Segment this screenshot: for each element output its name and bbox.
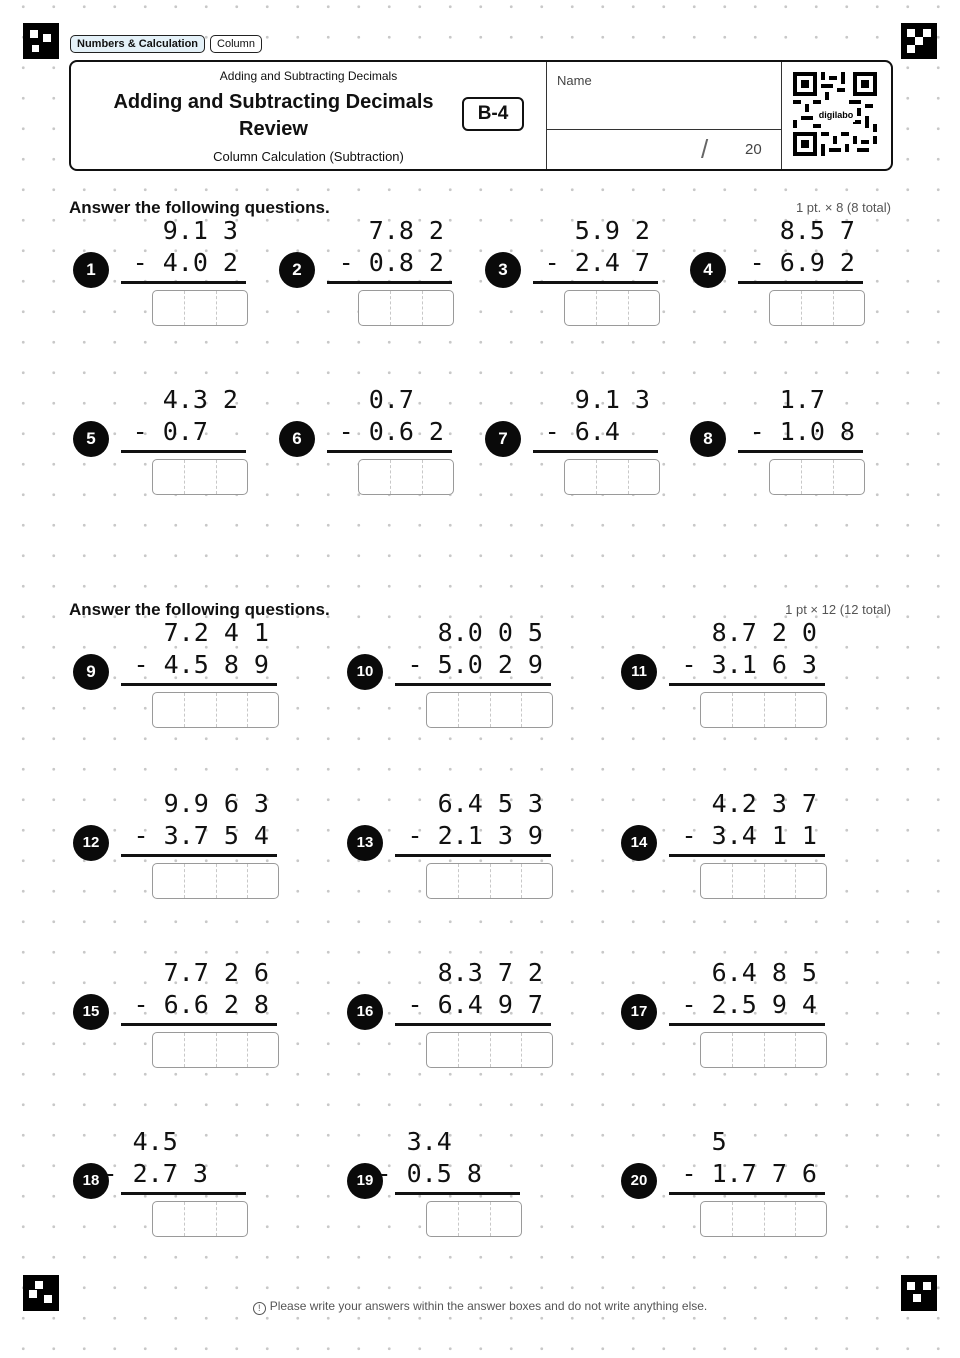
- minuend: 7.7 2 6: [163, 958, 269, 987]
- answer-cell-divider: [732, 1033, 733, 1067]
- answer-box[interactable]: [426, 1201, 522, 1237]
- answer-cell-divider: [184, 864, 185, 898]
- answer-rule: [395, 1023, 551, 1026]
- answer-rule: [669, 683, 825, 686]
- answer-box[interactable]: [700, 1032, 827, 1068]
- answer-box[interactable]: [769, 459, 865, 495]
- answer-rule: [669, 1023, 825, 1026]
- section-2-points: 1 pt × 12 (12 total): [785, 602, 891, 617]
- worksheet-code: B-4: [462, 97, 524, 131]
- problem-number: 19: [347, 1163, 383, 1199]
- minuend: 0.7: [368, 385, 444, 414]
- subtrahend: - 3.1 6 3: [681, 650, 817, 679]
- answer-cell-divider: [521, 1033, 522, 1067]
- answer-rule: [669, 1192, 825, 1195]
- minuend: 7.8 2: [368, 216, 444, 245]
- minuend: 6.4 8 5: [711, 958, 817, 987]
- minuend: 1.7: [779, 385, 855, 414]
- header-subtitle: Column Calculation (Subtraction): [213, 149, 404, 164]
- minuend: 8.0 0 5: [437, 618, 543, 647]
- answer-rule: [121, 854, 277, 857]
- minuend: 8.5 7: [779, 216, 855, 245]
- minuend: 9.1 3: [162, 216, 238, 245]
- answer-cell-divider: [458, 693, 459, 727]
- answer-rule: [121, 1192, 246, 1195]
- page-title: Adding and Subtracting Decimals Review: [113, 91, 434, 140]
- answer-box[interactable]: [426, 1032, 553, 1068]
- minuend: 8.7 2 0: [711, 618, 817, 647]
- answer-cell-divider: [795, 864, 796, 898]
- answer-cell-divider: [216, 1202, 217, 1236]
- answer-box[interactable]: [700, 692, 827, 728]
- answer-cell-divider: [184, 1202, 185, 1236]
- answer-cell-divider: [521, 693, 522, 727]
- answer-box[interactable]: [152, 863, 279, 899]
- answer-rule: [121, 1023, 277, 1026]
- subtrahend: - 3.4 1 1: [681, 821, 817, 850]
- answer-box[interactable]: [152, 459, 248, 495]
- subtrahend: - 3.7 5 4: [133, 821, 269, 850]
- answer-cell-divider: [795, 1202, 796, 1236]
- subtrahend: - 2.4 7: [544, 248, 650, 277]
- answer-box[interactable]: [152, 692, 279, 728]
- answer-cell-divider: [795, 1033, 796, 1067]
- subtrahend: - 5.0 2 9: [407, 650, 543, 679]
- name-field[interactable]: [547, 62, 782, 130]
- worksheet-header: [69, 60, 893, 171]
- subtrahend: - 6.4 9 7: [407, 990, 543, 1019]
- answer-cell-divider: [764, 1033, 765, 1067]
- answer-cell-divider: [390, 291, 391, 325]
- footer-note: [0, 1299, 960, 1315]
- answer-cell-divider: [764, 864, 765, 898]
- minuend: 5.9 2: [574, 216, 650, 245]
- answer-box[interactable]: [769, 290, 865, 326]
- answer-box[interactable]: [564, 459, 660, 495]
- answer-cell-divider: [216, 864, 217, 898]
- subtrahend: - 0.6 2: [338, 417, 444, 446]
- subtrahend: - 2.5 9 4: [681, 990, 817, 1019]
- answer-cell-divider: [795, 693, 796, 727]
- minuend: 7.2 4 1: [163, 618, 269, 647]
- answer-cell-divider: [490, 864, 491, 898]
- answer-cell-divider: [490, 693, 491, 727]
- minuend: 9.1 3: [574, 385, 650, 414]
- problem-number: 5: [73, 421, 109, 457]
- section-1-points: 1 pt. × 8 (8 total): [795, 200, 891, 215]
- section-2-title: Answer the following questions.: [69, 600, 330, 619]
- answer-box[interactable]: [152, 290, 248, 326]
- minuend: 6.4 5 3: [437, 789, 543, 818]
- subtrahend: - 4.0 2: [132, 248, 238, 277]
- answer-cell-divider: [521, 864, 522, 898]
- answer-rule: [738, 450, 863, 453]
- minuend: 4.2 3 7: [711, 789, 817, 818]
- answer-box[interactable]: [152, 1201, 248, 1237]
- section-1-title: Answer the following questions.: [69, 198, 330, 217]
- answer-cell-divider: [247, 864, 248, 898]
- problem-number: 4: [690, 252, 726, 288]
- subtrahend: - 2.7 3: [102, 1159, 238, 1188]
- answer-rule: [395, 854, 551, 857]
- answer-rule: [395, 1192, 520, 1195]
- answer-cell-divider: [833, 291, 834, 325]
- answer-box[interactable]: [564, 290, 660, 326]
- tag-list: [70, 35, 262, 53]
- problem-number: 14: [621, 825, 657, 861]
- answer-cell-divider: [422, 291, 423, 325]
- answer-rule: [533, 281, 658, 284]
- qr-label: digilabo: [818, 110, 854, 120]
- problem-number: 1: [73, 252, 109, 288]
- answer-cell-divider: [764, 1202, 765, 1236]
- corner-marker-top-left: [23, 23, 59, 59]
- answer-box[interactable]: [426, 863, 553, 899]
- answer-box[interactable]: [700, 1201, 827, 1237]
- answer-cell-divider: [596, 460, 597, 494]
- subtrahend: - 0.5 8: [376, 1159, 512, 1188]
- answer-cell-divider: [184, 460, 185, 494]
- answer-rule: [121, 450, 246, 453]
- answer-cell-divider: [596, 291, 597, 325]
- answer-cell-divider: [732, 1202, 733, 1236]
- problem-number: 11: [621, 654, 657, 690]
- subtrahend: - 6.4: [544, 417, 650, 446]
- answer-rule: [327, 450, 452, 453]
- answer-rule: [738, 281, 863, 284]
- answer-rule: [533, 450, 658, 453]
- answer-cell-divider: [490, 1202, 491, 1236]
- problem-number: 16: [347, 994, 383, 1030]
- score-total: 20: [745, 141, 762, 158]
- problem-number: 15: [73, 994, 109, 1030]
- answer-rule: [395, 683, 551, 686]
- tag-category: Numbers & Calculation: [70, 35, 205, 53]
- minuend: 8.3 7 2: [437, 958, 543, 987]
- header-super-title: Adding and Subtracting Decimals: [219, 69, 398, 83]
- corner-marker-top-right: [901, 23, 937, 59]
- subtrahend: - 6.6 2 8: [133, 990, 269, 1019]
- problem-number: 2: [279, 252, 315, 288]
- subtrahend: - 2.1 3 9: [407, 821, 543, 850]
- answer-cell-divider: [628, 460, 629, 494]
- problem-number: 12: [73, 825, 109, 861]
- answer-cell-divider: [247, 1033, 248, 1067]
- problem-number: 6: [279, 421, 315, 457]
- answer-cell-divider: [490, 1033, 491, 1067]
- answer-rule: [327, 281, 452, 284]
- header-title-area: [71, 62, 547, 169]
- answer-cell-divider: [732, 693, 733, 727]
- tag-method: Column: [210, 35, 262, 53]
- name-label: Name: [557, 73, 592, 88]
- problem-number: 13: [347, 825, 383, 861]
- subtrahend: - 0.8 2: [338, 248, 444, 277]
- footer-text: Please write your answers within the answer boxes and do not write anything else.: [269, 1299, 708, 1313]
- subtrahend: - 0.7: [132, 417, 238, 446]
- minuend: 4.3 2: [162, 385, 238, 414]
- minuend: 5: [711, 1127, 817, 1156]
- answer-cell-divider: [216, 693, 217, 727]
- answer-box[interactable]: [358, 290, 454, 326]
- answer-cell-divider: [216, 1033, 217, 1067]
- answer-box[interactable]: [358, 459, 454, 495]
- answer-cell-divider: [390, 460, 391, 494]
- subtrahend: - 1.0 8: [749, 417, 855, 446]
- answer-cell-divider: [216, 291, 217, 325]
- answer-cell-divider: [458, 864, 459, 898]
- answer-cell-divider: [801, 460, 802, 494]
- minuend: 9.9 6 3: [163, 789, 269, 818]
- answer-cell-divider: [764, 693, 765, 727]
- answer-cell-divider: [458, 1033, 459, 1067]
- answer-cell-divider: [458, 1202, 459, 1236]
- answer-box[interactable]: [426, 692, 553, 728]
- problem-number: 7: [485, 421, 521, 457]
- subtrahend: - 6.9 2: [749, 248, 855, 277]
- answer-cell-divider: [732, 864, 733, 898]
- problem-number: 3: [485, 252, 521, 288]
- answer-cell-divider: [216, 460, 217, 494]
- answer-rule: [121, 683, 277, 686]
- answer-rule: [121, 281, 246, 284]
- problem-number: 8: [690, 421, 726, 457]
- problem-number: 9: [73, 654, 109, 690]
- problem-number: 10: [347, 654, 383, 690]
- subtrahend: - 1.7 7 6: [681, 1159, 817, 1188]
- answer-cell-divider: [184, 291, 185, 325]
- answer-rule: [669, 854, 825, 857]
- subtrahend: - 4.5 8 9: [133, 650, 269, 679]
- answer-cell-divider: [628, 291, 629, 325]
- answer-cell-divider: [801, 291, 802, 325]
- score-slash: /: [701, 134, 709, 164]
- qr-code-icon: [793, 72, 877, 156]
- problem-number: 17: [621, 994, 657, 1030]
- score-field[interactable]: [547, 130, 782, 169]
- answer-cell-divider: [247, 693, 248, 727]
- answer-box[interactable]: [700, 863, 827, 899]
- answer-cell-divider: [833, 460, 834, 494]
- info-icon: !: [253, 1302, 266, 1315]
- answer-box[interactable]: [152, 1032, 279, 1068]
- minuend: 4.5: [132, 1127, 238, 1156]
- problem-number: 18: [73, 1163, 109, 1199]
- answer-cell-divider: [184, 693, 185, 727]
- answer-cell-divider: [184, 1033, 185, 1067]
- problem-number: 20: [621, 1163, 657, 1199]
- answer-cell-divider: [422, 460, 423, 494]
- minuend: 3.4: [406, 1127, 512, 1156]
